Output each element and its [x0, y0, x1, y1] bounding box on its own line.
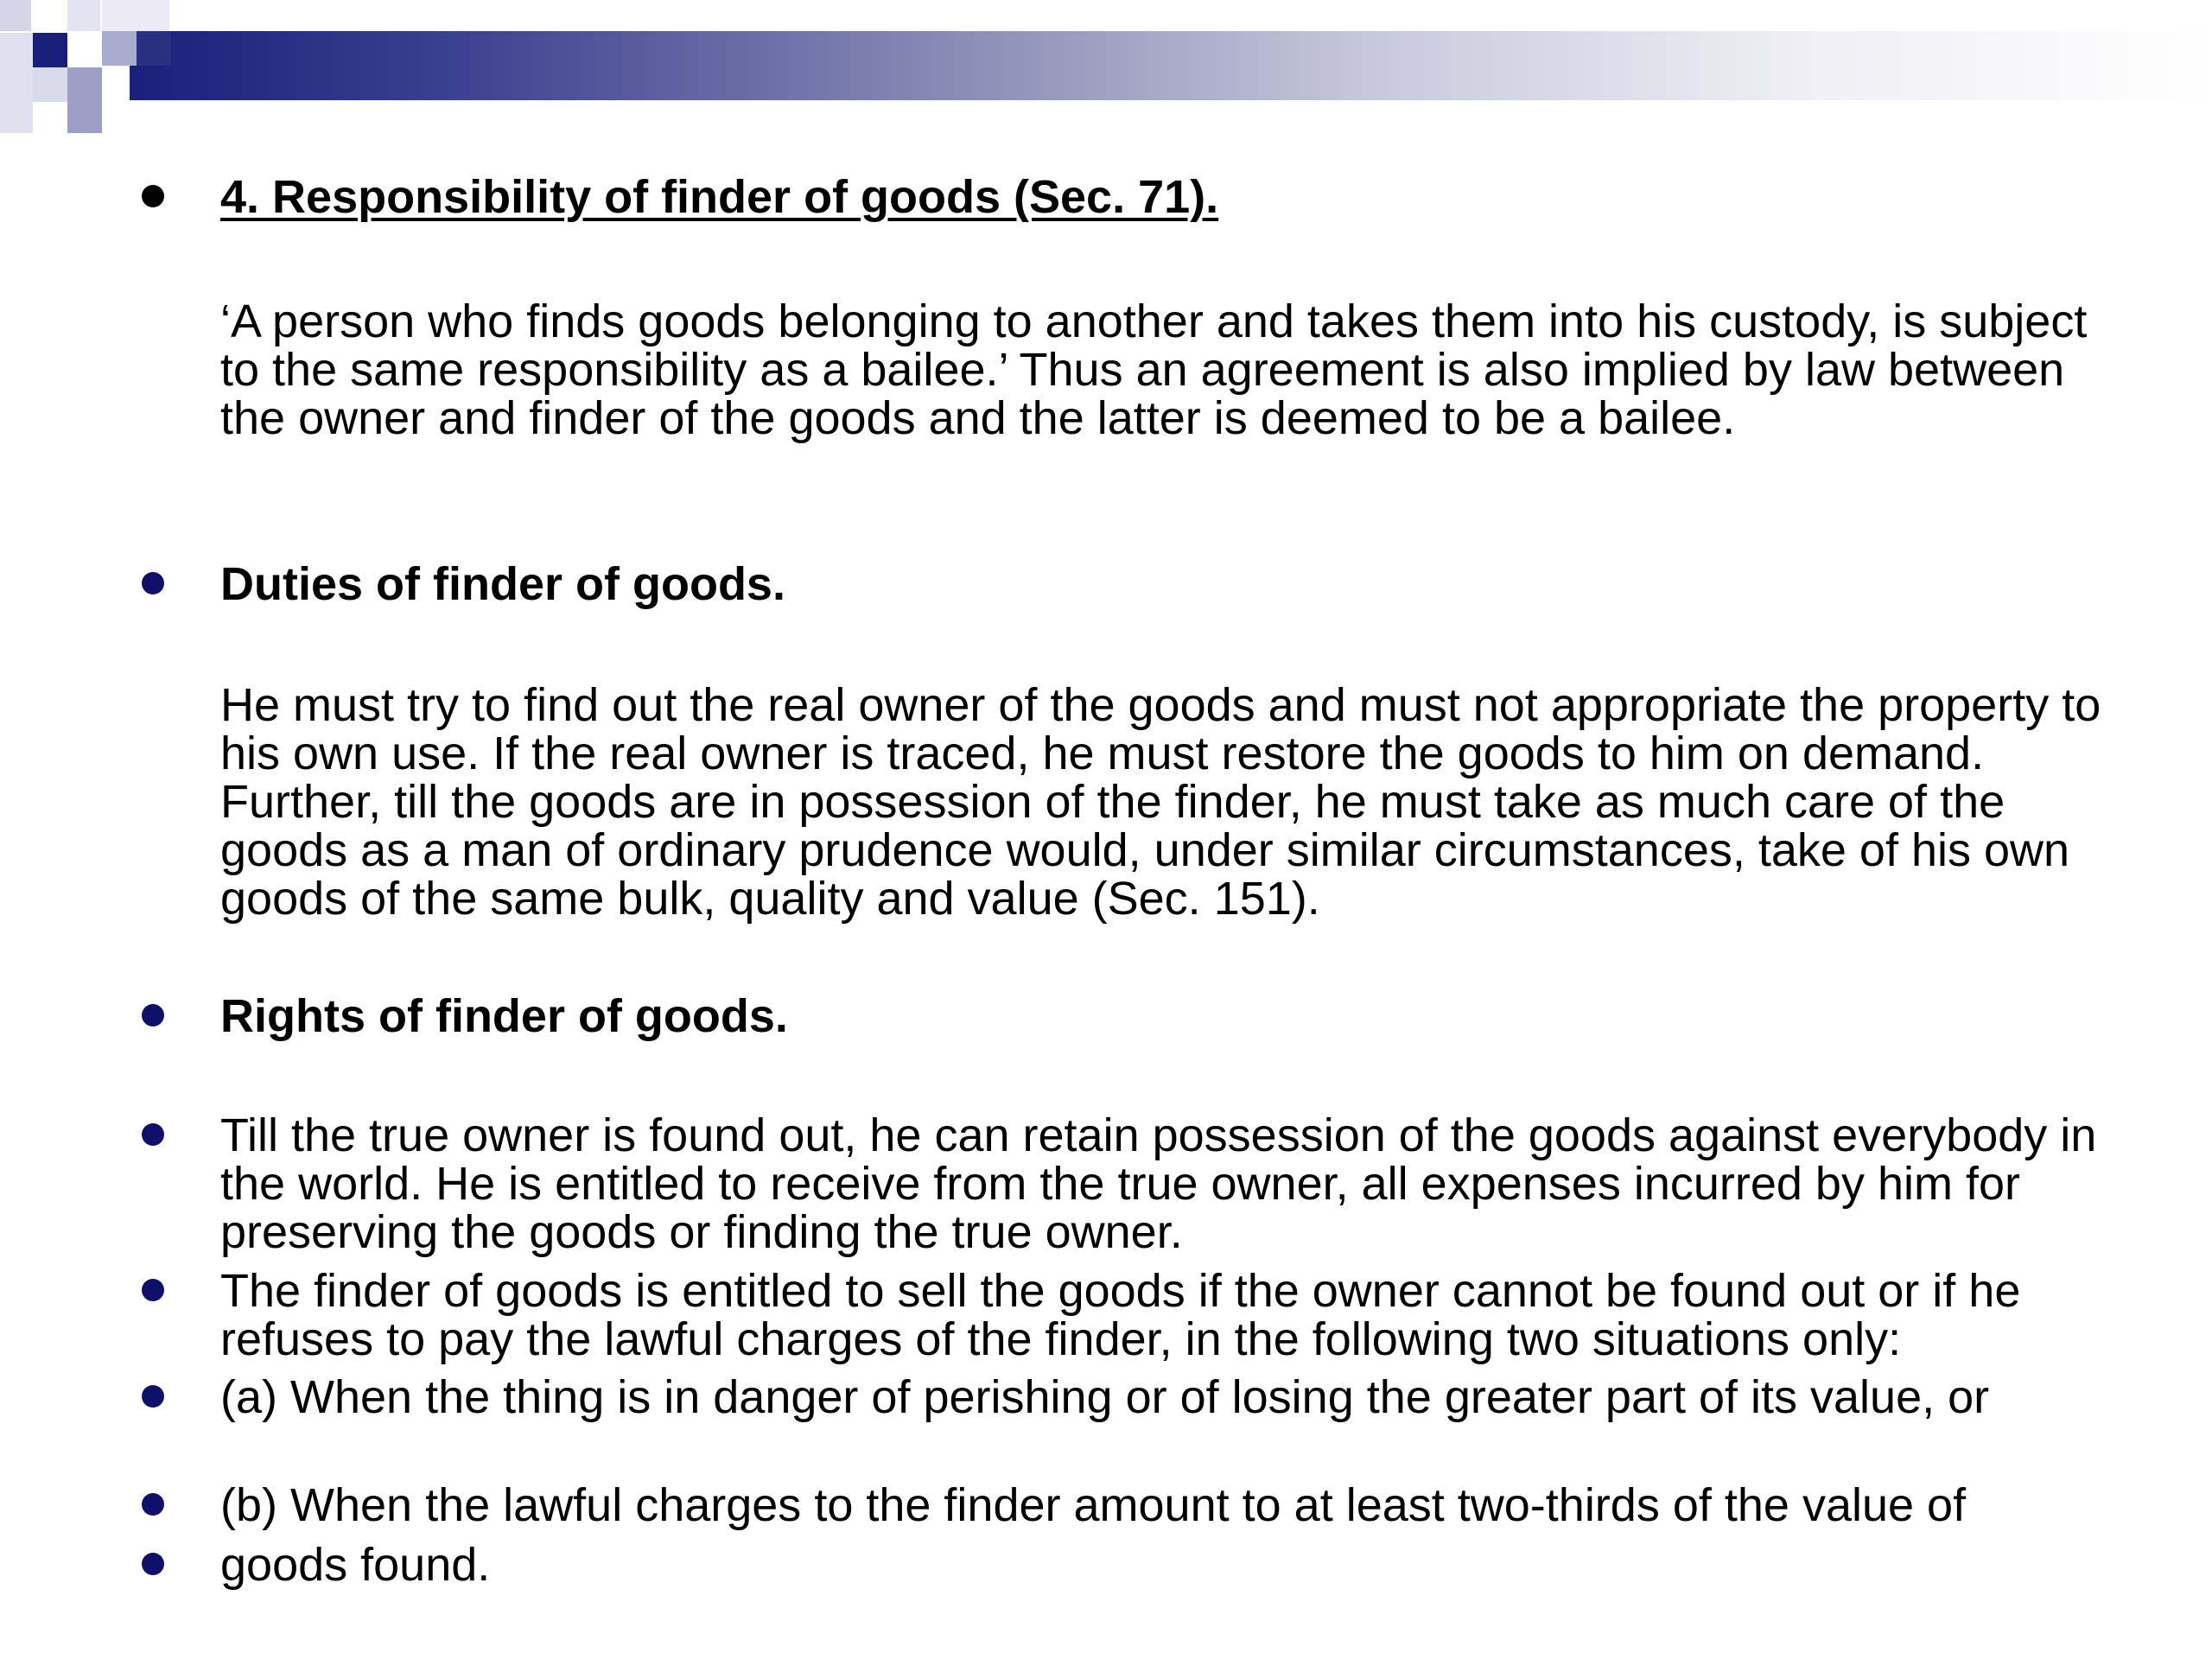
header-square	[33, 33, 67, 67]
header-square	[0, 0, 31, 31]
header-square	[67, 0, 100, 31]
header-square	[67, 67, 102, 133]
header-square	[33, 67, 67, 102]
bullet-icon	[142, 572, 164, 594]
section-heading-duties: Duties of finder of goods.	[220, 558, 785, 610]
list-item: (a) When the thing is in danger of perishing or of losing the greater part of its value, or	[220, 1371, 1990, 1423]
bullet-icon	[142, 185, 164, 207]
list-item: The finder of goods is entitled to sell the goods if the owner cannot be found out or if he refuses to pay the lawful charges of the finder, in the following two situations only:	[220, 1265, 2021, 1365]
bullet-icon	[142, 1553, 164, 1575]
bullet-icon	[142, 1123, 164, 1146]
list-item: goods found.	[220, 1539, 491, 1591]
section-heading-rights: Rights of finder of goods.	[220, 990, 788, 1042]
section-heading-responsibility	[220, 173, 2121, 221]
header-square	[137, 31, 171, 66]
header-square	[0, 33, 33, 133]
header-square	[102, 0, 169, 31]
heading-text: 4. Responsibility of finder of goods (Sec. 71).	[220, 171, 1219, 223]
header-gradient-bar	[130, 31, 2212, 100]
paragraph-duties: He must try to find out the real owner of the goods and must not appropriate the property to his own use. If the real owner is traced, he must restore the goods to him on demand. Further, till the goods are in possession of the finder, he must take as much care of the goods as a man of ordinary prudence would, under similar circumstances, take of his own goods of the same bulk, quality and value (Sec. 151).	[220, 679, 2101, 925]
header-square	[102, 31, 137, 66]
bullet-icon	[142, 1279, 164, 1301]
bullet-icon	[142, 1493, 164, 1516]
bullet-icon	[142, 1004, 164, 1027]
list-item: (b) When the lawful charges to the finder amount to at least two-thirds of the value of	[220, 1479, 1967, 1531]
paragraph-responsibility: ‘A person who finds goods belonging to another and takes them into his custody, is subject to the same responsibility as a bailee.’ Thus an agreement is also implied by law between the owner and finder of the goods and the latter is deemed to be a bailee.	[220, 296, 2088, 444]
bullet-icon	[142, 1385, 164, 1408]
list-item: Till the true owner is found out, he can retain possession of the goods against everybody in the world. He is entitled to receive from the true owner, all expenses incurred by him for preserving the goods or finding the true owner.	[220, 1109, 2097, 1258]
